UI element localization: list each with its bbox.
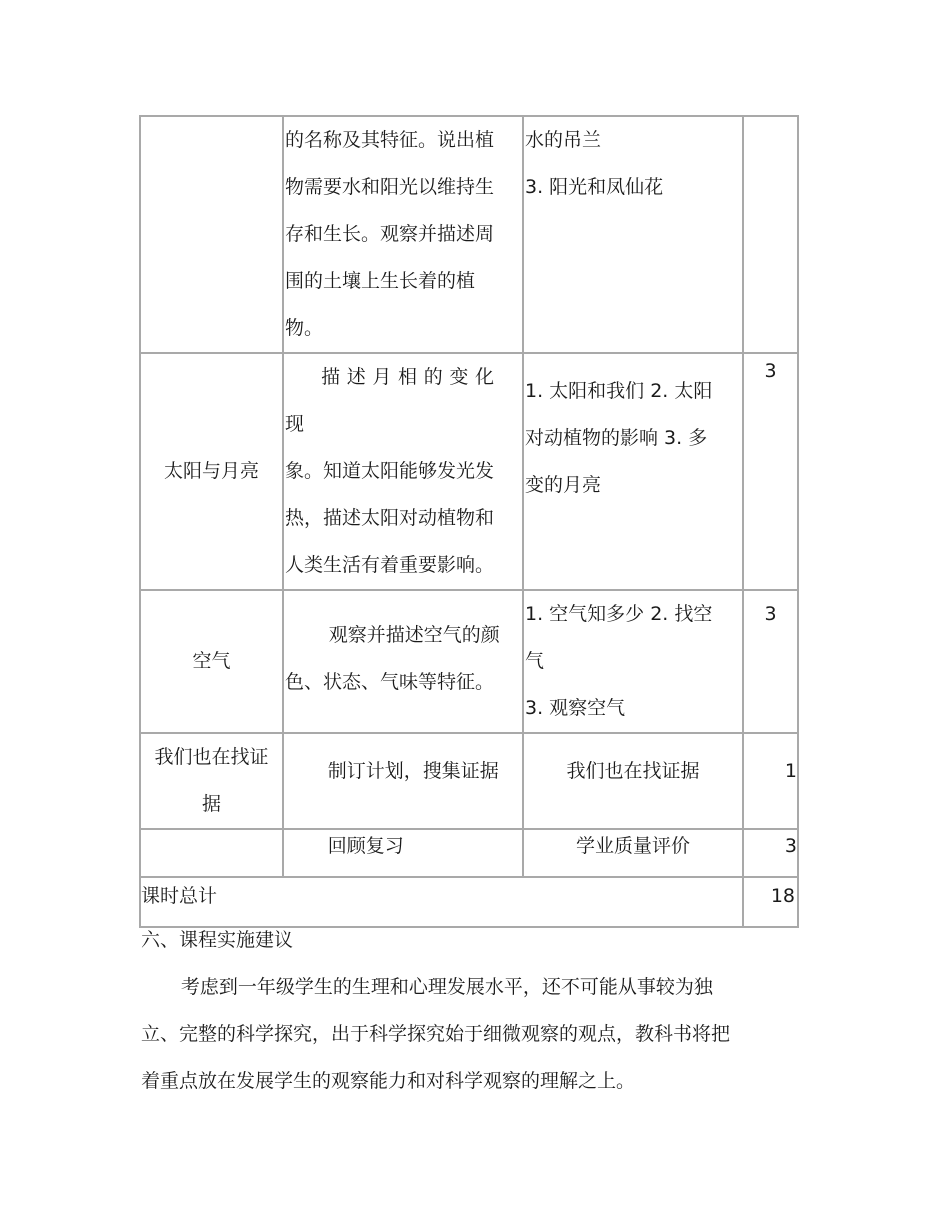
lessons-line: 3. 观察空气 (525, 697, 626, 719)
lessons-cell (523, 829, 743, 877)
topic-label: 太阳与月亮 (163, 460, 259, 482)
table-row (140, 733, 798, 829)
goals-cell (283, 733, 523, 829)
hours-cell (743, 590, 798, 733)
lessons-text: 学业质量评价 (575, 835, 690, 857)
goals-cell (283, 353, 523, 590)
hours-cell (743, 116, 798, 353)
table-row (140, 353, 798, 590)
table-row (140, 590, 798, 733)
total-hours-value: 18 (770, 885, 795, 907)
section-heading: 六、课程实施建议 (141, 929, 294, 951)
table-row (140, 116, 798, 353)
lessons-line: 3. 阳光和凤仙花 (525, 176, 664, 198)
goals-line: 象。知道太阳能够发光发 (285, 460, 495, 482)
hours-cell (743, 733, 798, 829)
hours-cell (743, 353, 798, 590)
lessons-line: 对动植物的影响 3. 多 (525, 427, 708, 449)
lessons-text: 我们也在找证据 (566, 760, 700, 782)
lessons-cell (523, 353, 743, 590)
hours-value: 3 (764, 603, 777, 625)
goals-line: 观察并描述空气的颜 (328, 623, 500, 646)
section-paragraph (141, 964, 781, 1105)
lessons-line: 变的月亮 (525, 474, 602, 496)
hours-value: 1 (784, 760, 797, 782)
goals-line: 存和生长。观察并描述周 (285, 223, 495, 245)
lessons-line: 水的吊兰 (525, 129, 602, 151)
topic-line: 据 (201, 793, 221, 815)
hours-cell (743, 877, 798, 927)
lessons-cell (523, 590, 743, 733)
paragraph-line: 着重点放在发展学生的观察能力和对科学观察的理解之上。 (141, 1070, 636, 1092)
goals-cell (283, 116, 523, 353)
hours-cell (743, 829, 798, 877)
goals-line: 描述月相的变化现 (285, 366, 501, 435)
goals-text: 回顾复习 (327, 835, 404, 857)
goals-cell (283, 590, 523, 733)
lessons-line: 1. 太阳和我们 2. 太阳 (525, 380, 713, 402)
total-label: 课时总计 (141, 885, 218, 907)
lessons-cell (523, 733, 743, 829)
paragraph-line: 立、完整的科学探究，出于科学探究始于细微观察的观点，教科书将把 (141, 1023, 731, 1045)
goals-line: 物。 (285, 317, 324, 339)
hours-value: 3 (764, 360, 777, 382)
goals-line: 色、状态、气味等特征。 (285, 670, 495, 693)
goals-line: 人类生活有着重要影响。 (285, 554, 495, 576)
goals-line: 围的土壤上生长着的植 (285, 270, 476, 292)
goals-cell (283, 829, 523, 877)
paragraph-line: 考虑到一年级学生的生理和心理发展水平，还不可能从事较为独 (180, 976, 713, 998)
topic-cell (140, 733, 283, 829)
topic-cell (140, 829, 283, 877)
lessons-line: 1. 空气知多少 2. 找空 (525, 603, 713, 625)
lessons-cell (523, 116, 743, 353)
goals-line: 的名称及其特征。说出植 (285, 129, 495, 151)
hours-value: 3 (784, 835, 797, 857)
table-row (140, 829, 798, 877)
topic-label: 空气 (192, 650, 231, 672)
lessons-line: 气 (525, 650, 545, 672)
topic-cell (140, 116, 283, 353)
topic-cell (140, 353, 283, 590)
topic-cell (140, 590, 283, 733)
goals-text: 制订计划，搜集证据 (327, 760, 499, 782)
goals-line: 热，描述太阳对动植物和 (285, 507, 495, 529)
topic-line: 我们也在找证 (154, 746, 269, 768)
goals-line: 物需要水和阳光以维持生 (285, 176, 495, 198)
curriculum-table (139, 115, 799, 928)
